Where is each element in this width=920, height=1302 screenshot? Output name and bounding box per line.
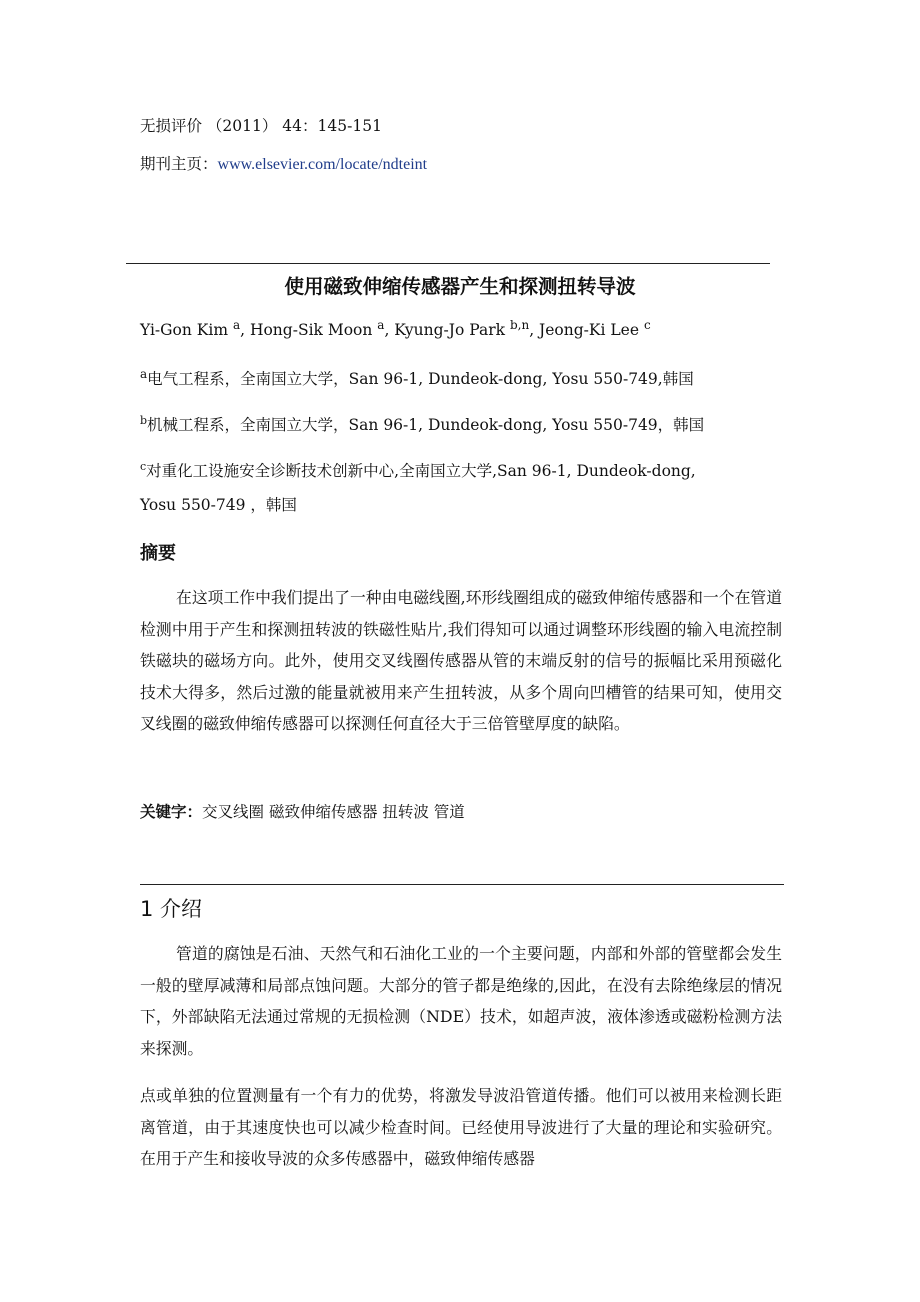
- homepage-label: 期刊主页：: [140, 155, 218, 173]
- author-affil-mark: a: [377, 318, 385, 332]
- author-affil-mark: a: [232, 318, 241, 332]
- affiliation-c: [140, 461, 696, 483]
- section-heading: 1 介绍: [140, 897, 203, 921]
- affil-mark: a: [140, 367, 148, 381]
- author-name: , Hong-Sik Moon: [240, 321, 378, 339]
- keywords-label: 关键字：: [140, 803, 203, 821]
- author-name: Yi-Gon Kim: [140, 321, 233, 339]
- author-name: , Kyung-Jo Park: [384, 321, 510, 339]
- journal-citation: 无损评价 （2011） 44：145-151: [140, 117, 382, 135]
- section-paragraph: 管道的腐蚀是石油、天然气和石油化工业的一个主要问题，内部和外部的管壁都会发生一般的壁厚减薄和局部点蚀问题。大部分的管子都是绝缘的,因此，在没有去除绝缘层的情况下，外部缺陷无法通过常规的无损检测（NDE）技术，如超声波，液体渗透或磁粉检测方法来探测。: [140, 944, 782, 1058]
- affil-mark: b: [140, 414, 148, 427]
- section-rule: [140, 884, 784, 885]
- paper-title: 使用磁致伸缩传感器产生和探测扭转导波: [284, 275, 636, 298]
- affiliation-a: [140, 369, 694, 390]
- affil-text: 电气工程系，全南国立大学，San 96-1, Dundeok-dong, Yosu 550-749,韩国: [147, 370, 694, 388]
- abstract-body: 在这项工作中我们提出了一种由电磁线圈,环形线圈组成的磁致伸缩传感器和一个在管道检测中用于产生和探测扭转波的铁磁性贴片,我们得知可以通过调整环形线圈的输入电流控制铁磁块的磁场方向。此外，使用交叉线圈传感器从管的末端反射的信号的振幅比采用预磁化技术大得多，然后过激的能量就被用来产生扭转波，从多个周向凹槽管的结果可知，使用交叉线圈的磁致伸缩传感器可以探测任何直径大于三倍管壁厚度的缺陷。: [140, 588, 782, 733]
- author-name: , Jeong-Ki Lee: [529, 321, 644, 339]
- affil-mark: c: [140, 460, 147, 473]
- affiliation-c-cont: Yosu 550-749 ，韩国: [140, 496, 297, 514]
- keywords-text: 交叉线圈 磁致伸缩传感器 扭转波 管道: [202, 803, 465, 821]
- author-list: [140, 320, 651, 341]
- abstract-heading: 摘要: [140, 543, 176, 564]
- author-affil-mark: b,n: [509, 318, 530, 332]
- title-rule: [126, 263, 770, 264]
- journal-homepage: [140, 154, 427, 175]
- section-paragraph: 点或单独的位置测量有一个有力的优势，将激发导波沿管道传播。他们可以被用来检测长距离管道，由于其速度快也可以减少检查时间。已经使用导波进行了大量的理论和实验研究。在用于产生和接收导波的众多传感器中，磁致伸缩传感器: [140, 1086, 782, 1168]
- author-affil-mark: c: [643, 318, 651, 332]
- homepage-link[interactable]: www.elsevier.com/locate/ndteint: [217, 156, 428, 173]
- keywords: [140, 802, 465, 822]
- affiliation-b: [140, 415, 704, 437]
- affil-text: 机械工程系，全南国立大学，San 96-1, Dundeok-dong, Yosu 550-749，韩国: [147, 416, 705, 434]
- affil-text: 对重化工设施安全诊断技术创新中心,全南国立大学,San 96-1, Dundeok-dong,: [146, 462, 696, 480]
